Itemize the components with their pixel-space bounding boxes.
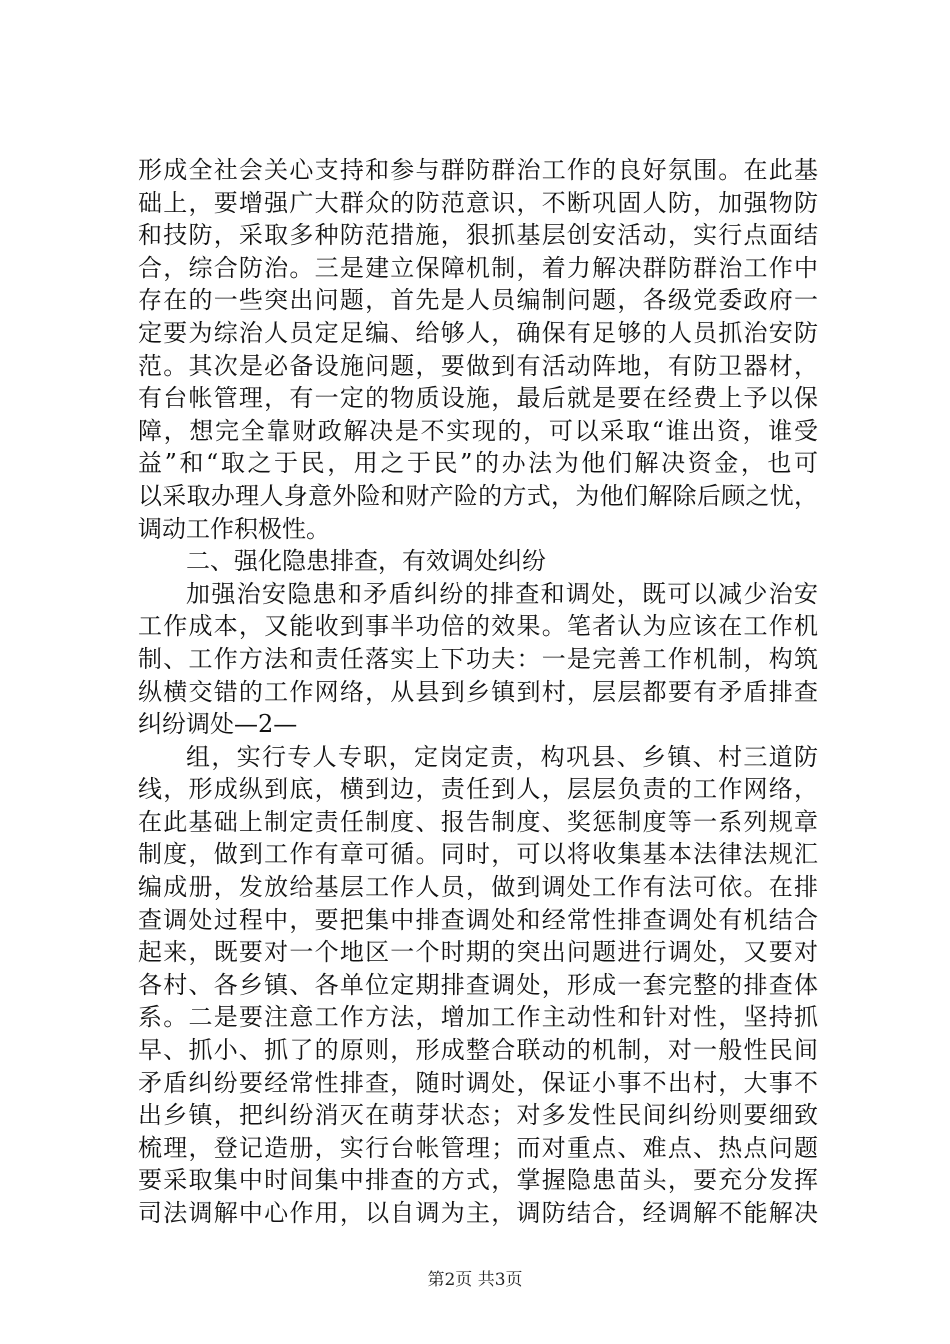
- text-line: 纵横交错的工作网络，从县到乡镇到村，层层都要有矛盾排查: [138, 677, 818, 706]
- text-line: 工作成本，又能收到事半功倍的效果。笔者认为应该在工作机: [138, 612, 818, 641]
- text-line: 益”和“取之于民，用之于民”的办法为他们解决资金，也可: [138, 449, 818, 478]
- text-line: 加强治安隐患和矛盾纠纷的排查和调处，既可以减少治安: [186, 579, 818, 608]
- text-line: 制、工作方法和责任落实上下功夫：一是完善工作机制，构筑: [138, 644, 818, 673]
- text-line: 有台帐管理，有一定的物质设施，最后就是要在经费上予以保: [138, 384, 818, 413]
- paragraph: [138, 578, 818, 741]
- text-line: 存在的一些突出问题，首先是人员编制问题，各级党委政府一: [138, 286, 818, 315]
- text-line: 梳理，登记造册，实行台帐管理；而对重点、难点、热点问题: [138, 1133, 818, 1162]
- text-line: 和技防，采取多种防范措施，狠抓基层创安活动，实行点面结: [138, 221, 818, 250]
- text-line: 调动工作积极性。: [138, 514, 330, 543]
- text-line: 编成册，发放给基层工作人员，做到调处工作有法可依。在排: [138, 873, 818, 902]
- paragraph: [138, 741, 818, 1230]
- text-line: 合，综合防治。三是建立保障机制，着力解决群防群治工作中: [138, 253, 818, 282]
- text-line: 范。其次是必备设施问题，要做到有活动阵地，有防卫器材，: [138, 351, 818, 380]
- text-line: 在此基础上制定责任制度、报告制度、奖惩制度等一系列规章: [138, 807, 818, 836]
- text-line: 系。二是要注意工作方法，增加工作主动性和针对性，坚持抓: [138, 1003, 818, 1032]
- text-line: 要采取集中时间集中排查的方式，掌握隐患苗头，要充分发挥: [138, 1166, 818, 1195]
- heading-text: 二、强化隐患排查，有效调处纠纷: [186, 547, 546, 576]
- paragraph: [138, 154, 818, 545]
- text-line: 司法调解中心作用，以自调为主，调防结合，经调解不能解决: [138, 1199, 818, 1227]
- section-heading: [138, 545, 818, 578]
- text-line: 出乡镇，把纠纷消灭在萌芽状态；对多发性民间纠纷则要细致: [138, 1101, 818, 1130]
- text-line: 组，实行专人专职，定岗定责，构巩县、乡镇、村三道防: [186, 742, 818, 771]
- document-body: [138, 154, 818, 1230]
- text-line: 早、抓小、抓了的原则，形成整合联动的机制，对一般性民间: [138, 1036, 818, 1065]
- text-line: 线，形成纵到底，横到边，责任到人，层层负责的工作网络，: [138, 775, 818, 804]
- text-line: 纠纷调处—2—: [138, 710, 298, 739]
- text-line: 制度，做到工作有章可循。同时，可以将收集基本法律法规汇: [138, 840, 818, 869]
- text-line: 各村、各乡镇、各单位定期排查调处，形成一套完整的排查体: [138, 970, 818, 999]
- text-line: 定要为综治人员定足编、给够人，确保有足够的人员抓治安防: [138, 318, 818, 347]
- text-line: 起来，既要对一个地区一个时期的突出问题进行调处，又要对: [138, 938, 818, 967]
- text-line: 形成全社会关心支持和参与群防群治工作的良好氛围。在此基: [138, 156, 818, 184]
- text-line: 以采取办理人身意外险和财产险的方式，为他们解除后顾之忧，: [138, 481, 818, 510]
- page-number-footer: [0, 1265, 950, 1290]
- text-line: 障，想完全靠财政解决是不实现的，可以采取“谁出资，谁受: [138, 416, 818, 445]
- page-number: 第2页 共3页: [427, 1270, 523, 1290]
- text-line: 矛盾纠纷要经常性排查，随时调处，保证小事不出村，大事不: [138, 1068, 818, 1097]
- text-line: 查调处过程中，要把集中排查调处和经常性排查调处有机结合: [138, 905, 818, 934]
- text-line: 础上，要增强广大群众的防范意识，不断巩固人防，加强物防: [138, 188, 818, 217]
